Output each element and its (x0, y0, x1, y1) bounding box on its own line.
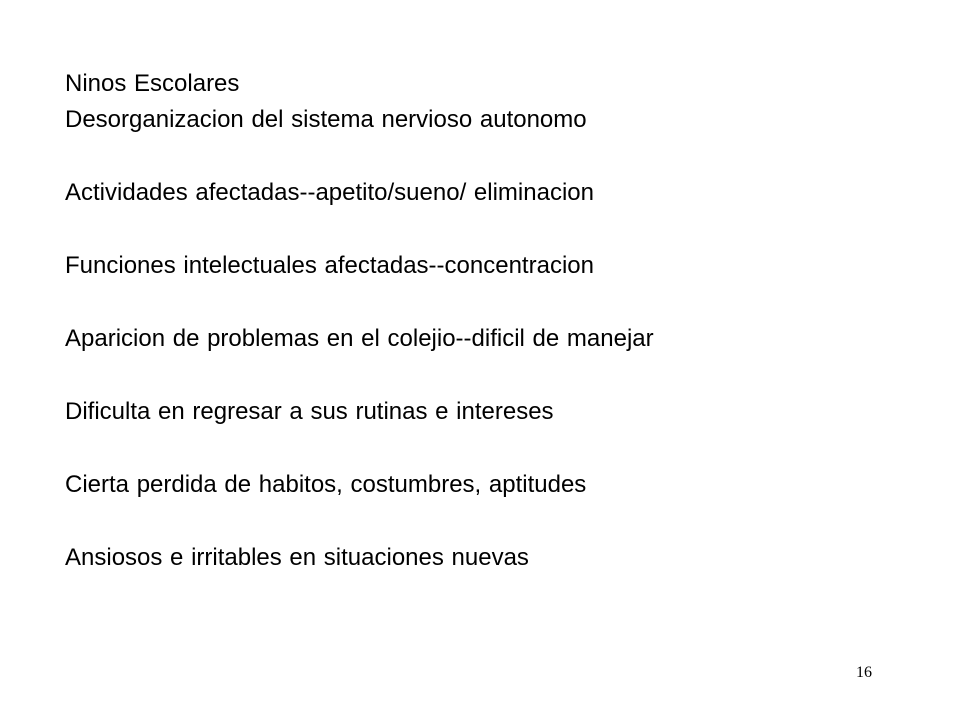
slide-body (65, 66, 925, 576)
body-line-routines: Dificulta en regresar a sus rutinas e intereses (65, 398, 554, 425)
body-line-intellectual: Funciones intelectuales afectadas--concentracion (65, 252, 594, 279)
body-line-subtitle: Desorganizacion del sistema nervioso autonomo (65, 106, 587, 133)
body-line-school-problems: Aparicion de problemas en el colejio--dificil de manejar (65, 325, 654, 352)
body-line-anxious: Ansiosos e irritables en situaciones nuevas (65, 544, 529, 571)
body-line-activities: Actividades afectadas--apetito/sueno/ eliminacion (65, 179, 594, 206)
body-line-habits: Cierta perdida de habitos, costumbres, aptitudes (65, 471, 587, 498)
slide-title: Ninos Escolares (65, 70, 240, 97)
page-number: 16 (856, 664, 872, 681)
